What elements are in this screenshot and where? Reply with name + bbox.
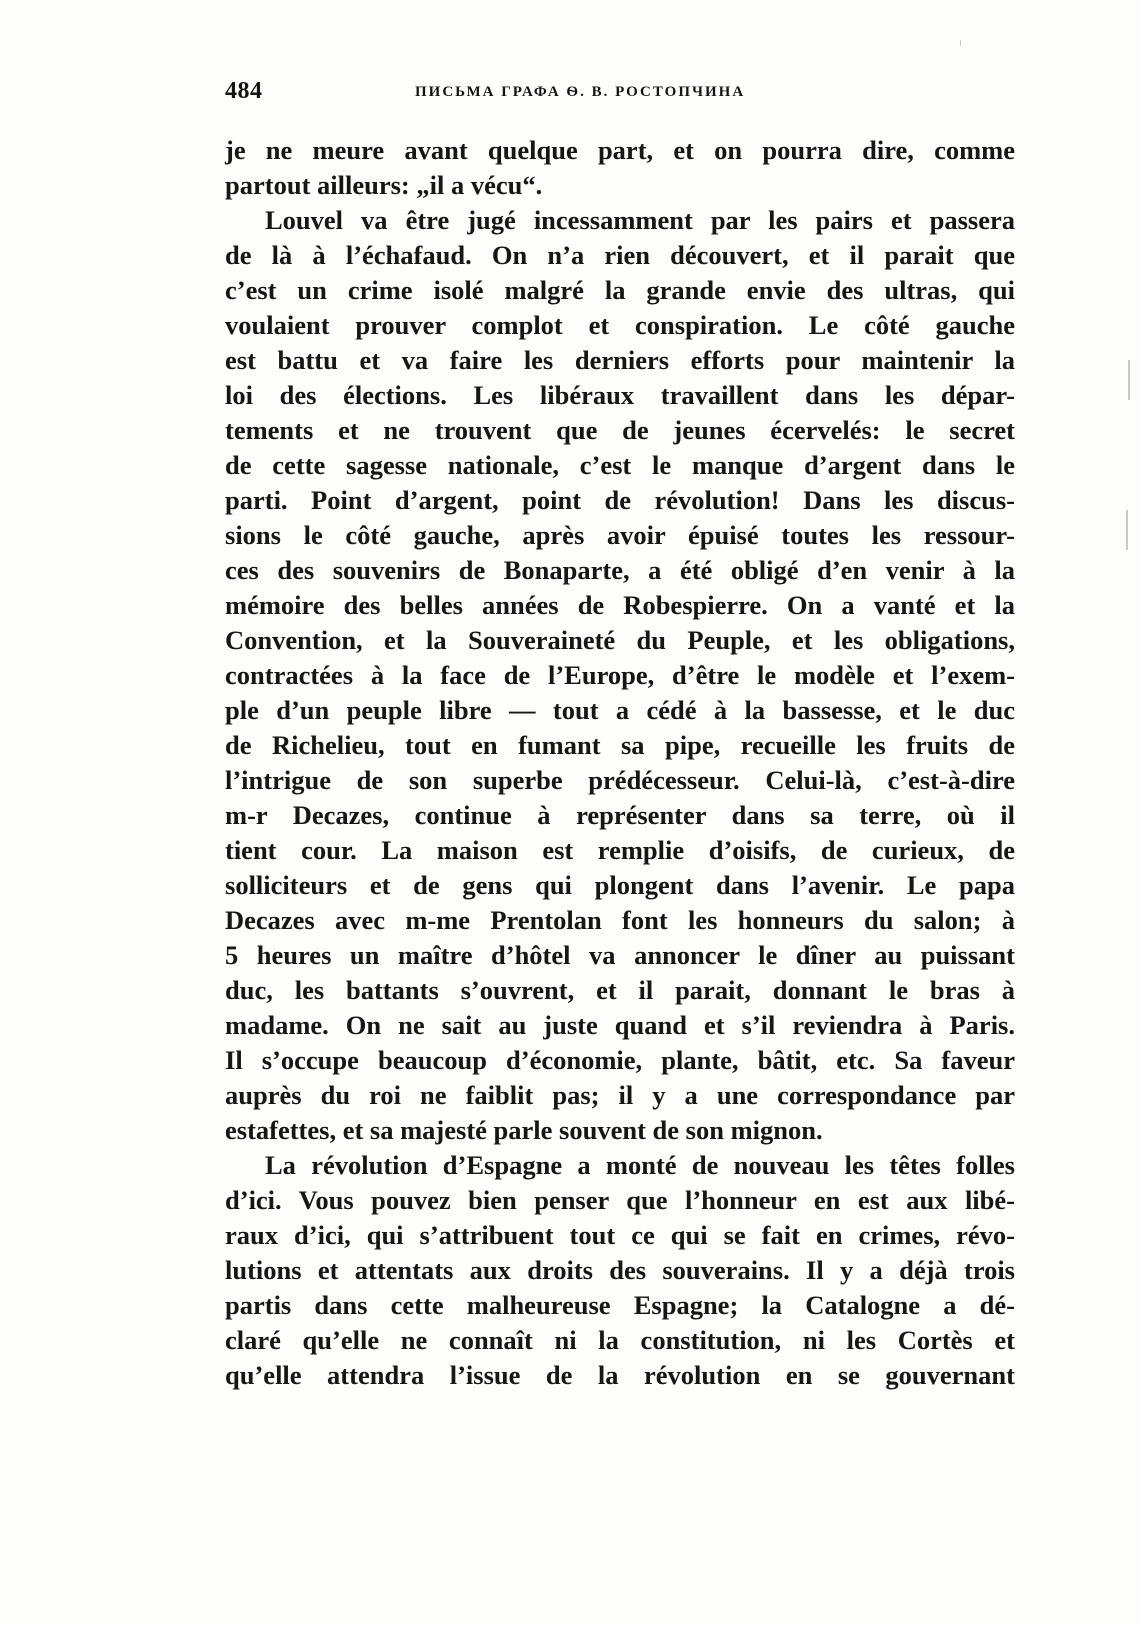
text-line: voulaient prouver complot et conspiration. Le côté gauche bbox=[225, 310, 1015, 340]
text-line: solliciteurs et de gens qui plongent dans l’avenir. Le papa bbox=[225, 870, 1015, 900]
text-line: Convention, et la Souveraineté du Peuple, et les obligations, bbox=[225, 625, 1015, 655]
text-line: qu’elle attendra l’issue de la révolution en se gouvernant bbox=[225, 1360, 1015, 1390]
text-line: Decazes avec m-me Prentolan font les honneurs du salon; à bbox=[225, 905, 1015, 935]
text-line: claré qu’elle ne connaît ni la constitution, ni les Cortès et bbox=[225, 1325, 1015, 1355]
text-line: de cette sagesse nationale, c’est le manque d’argent dans le bbox=[225, 450, 1015, 480]
scan-mark bbox=[1128, 360, 1130, 400]
text-line: m-r Decazes, continue à représenter dans sa terre, où il bbox=[225, 800, 1015, 830]
text-line: estafettes, et sa majesté parle souvent de son mignon. bbox=[225, 1115, 823, 1145]
text-line: lutions et attentats aux droits des souverains. Il y a déjà trois bbox=[225, 1255, 1015, 1285]
text-line: l’intrigue de son superbe prédécesseur. Celui-là, c’est-à-dire bbox=[225, 765, 1015, 795]
text-line: contractées à la face de l’Europe, d’être le modèle et l’exem- bbox=[225, 660, 1015, 690]
text-line: je ne meure avant quelque part, et on pourra dire, comme bbox=[225, 135, 1015, 165]
text-line: de Richelieu, tout en fumant sa pipe, recueille les fruits de bbox=[225, 730, 1015, 760]
scan-mark bbox=[1126, 510, 1128, 550]
text-line: tements et ne trouvent que de jeunes écervelés: le secret bbox=[225, 415, 1015, 445]
body-text bbox=[225, 133, 1015, 1393]
text-line: ces des souvenirs de Bonaparte, a été obligé d’en venir à la bbox=[225, 555, 1015, 585]
text-line: Louvel va être jugé incessamment par les pairs et passera bbox=[265, 205, 1015, 235]
text-line: d’ici. Vous pouvez bien penser que l’honneur en est aux libé- bbox=[225, 1185, 1015, 1215]
page-number: 484 bbox=[225, 78, 263, 104]
text-line: tient cour. La maison est remplie d’oisifs, de curieux, de bbox=[225, 835, 1015, 865]
text-line: La révolution d’Espagne a monté de nouveau les têtes folles bbox=[265, 1150, 1015, 1180]
text-line: parti. Point d’argent, point de révolution! Dans les discus- bbox=[225, 485, 1015, 515]
text-line: 5 heures un maître d’hôtel va annoncer le dîner au puissant bbox=[225, 940, 1015, 970]
text-line: loi des élections. Les libéraux travaillent dans les dépar- bbox=[225, 380, 1015, 410]
text-line: raux d’ici, qui s’attribuent tout ce qui se fait en crimes, révo- bbox=[225, 1220, 1015, 1250]
text-line: sions le côté gauche, après avoir épuisé toutes les ressour- bbox=[225, 520, 1015, 550]
text-line: partout ailleurs: „il a vécu“. bbox=[225, 170, 543, 200]
text-line: c’est un crime isolé malgré la grande envie des ultras, qui bbox=[225, 275, 1015, 305]
scan-mark bbox=[960, 40, 961, 46]
text-line: madame. On ne sait au juste quand et s’il reviendra à Paris. bbox=[225, 1010, 1015, 1040]
page-header bbox=[225, 78, 1015, 108]
text-line: duc, les battants s’ouvrent, et il parait, donnant le bras à bbox=[225, 975, 1015, 1005]
text-line: partis dans cette malheureuse Espagne; la Catalogne a dé- bbox=[225, 1290, 1015, 1320]
running-title: ПИСЬМА ГРАФА Ѳ. В. РОСТОПЧИНА bbox=[415, 84, 746, 100]
text-line: de là à l’échafaud. On n’a rien découvert, et il parait que bbox=[225, 240, 1015, 270]
text-line: Il s’occupe beaucoup d’économie, plante, bâtit, etc. Sa faveur bbox=[225, 1045, 1015, 1075]
text-line: mémoire des belles années de Robespierre. On a vanté et la bbox=[225, 590, 1015, 620]
text-line: est battu et va faire les derniers efforts pour maintenir la bbox=[225, 345, 1015, 375]
text-line: ple d’un peuple libre — tout a cédé à la bassesse, et le duc bbox=[225, 695, 1015, 725]
text-line: auprès du roi ne faiblit pas; il y a une correspondance par bbox=[225, 1080, 1015, 1110]
